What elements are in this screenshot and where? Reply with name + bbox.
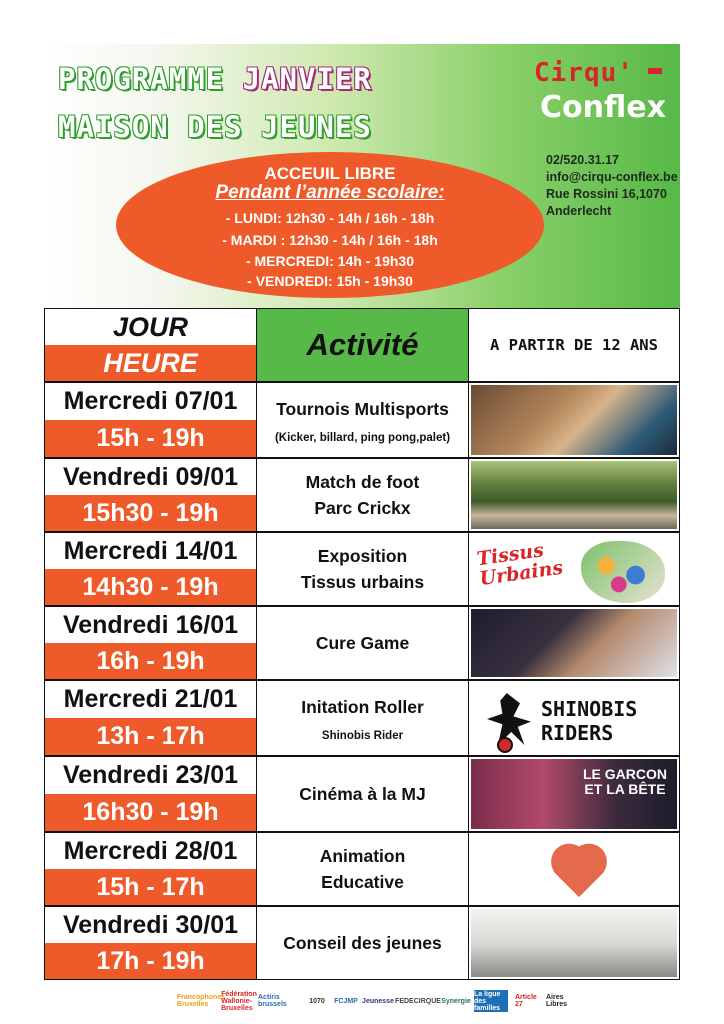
row-day: Mercredi 28/01 (45, 833, 256, 869)
sponsor-logo: Fédération Wallonie-Bruxelles (221, 990, 257, 1012)
activity-image-cell (469, 907, 679, 979)
activity-image-cell (469, 533, 679, 605)
sponsor-logo: Synergie (441, 997, 471, 1005)
table-header-row (44, 308, 680, 382)
activity-cell (257, 757, 469, 831)
activity-cell (257, 907, 469, 979)
sponsor-logo: FCJMP (334, 997, 358, 1005)
day-cell (45, 383, 257, 457)
day-cell (45, 681, 257, 755)
activity-cell (257, 533, 469, 605)
sponsor-logo: Actiris brussels (258, 994, 287, 1008)
activity-cell (257, 833, 469, 905)
activity-cell (257, 681, 469, 755)
shinobis-logo (471, 683, 677, 753)
day-cell (45, 907, 257, 979)
sponsor-logos (176, 986, 602, 1016)
shinobis-text: SHINOBIS RIDERS (541, 697, 638, 745)
row-activity: Tournois Multisports (276, 399, 449, 419)
row-day: Vendredi 16/01 (45, 607, 256, 643)
row-time: 17h - 19h (45, 943, 256, 979)
day-cell (45, 607, 257, 679)
activity-image-cell (469, 833, 679, 905)
tissus-urbains-logo (471, 535, 677, 603)
tissus-urbains-text: Tissus Urbains (475, 539, 565, 591)
header-activite: Activité (306, 327, 419, 362)
logo-line-1: Cirqu' (534, 58, 634, 88)
table-row (44, 832, 680, 906)
row-activity: Animation Educative (319, 846, 406, 892)
row-time: 14h30 - 19h (45, 569, 256, 605)
row-activity: Cinéma à la MJ (299, 784, 426, 804)
accueil-row-mercredi: - MERCREDI: 14h - 19h30 (245, 253, 415, 269)
row-activity: Initation Roller (301, 697, 424, 717)
ninja-wheel-icon (497, 737, 513, 753)
row-day: Mercredi 14/01 (45, 533, 256, 569)
contact-info (546, 152, 678, 220)
logo-flag-icon (648, 68, 662, 74)
activity-image-cell (469, 383, 679, 457)
movie-poster (471, 759, 677, 829)
contact-address-1: Rue Rossini 16,1070 (546, 187, 667, 201)
kicker-photo (471, 385, 677, 455)
row-time: 15h30 - 19h (45, 495, 256, 531)
row-time: 15h - 19h (45, 420, 256, 457)
sponsor-logo: Francophones Bruxelles (176, 994, 226, 1008)
header-heure: HEURE (45, 345, 256, 381)
table-row (44, 756, 680, 832)
tissus-art-icon (581, 541, 665, 603)
table-row (44, 458, 680, 532)
row-day: Vendredi 30/01 (45, 907, 256, 943)
header-age: A PARTIR DE 12 ANS (469, 309, 679, 381)
heart-hands-icon (543, 847, 615, 897)
table-row (44, 382, 680, 458)
activity-image-cell (469, 607, 679, 679)
activity-image-cell (469, 757, 679, 831)
row-time: 13h - 17h (45, 718, 256, 755)
title-month: JANVIER (242, 62, 372, 96)
row-day: Vendredi 23/01 (45, 757, 256, 794)
row-day: Mercredi 07/01 (45, 383, 256, 420)
activity-image-cell (469, 681, 679, 755)
row-activity: Conseil des jeunes (283, 933, 442, 953)
sponsor-logo: Article 27 (515, 994, 537, 1008)
row-day: Vendredi 09/01 (45, 459, 256, 495)
accueil-title: ACCEUIL LIBRE (264, 164, 396, 183)
day-cell (45, 833, 257, 905)
group-photo (471, 909, 677, 977)
title-programme: PROGRAMME (58, 62, 243, 96)
row-time: 16h - 19h (45, 643, 256, 679)
row-activity-sub: (Kicker, billard, ping pong,palet) (274, 432, 451, 444)
activity-cell (257, 459, 469, 531)
table-row (44, 532, 680, 606)
table-row (44, 606, 680, 680)
day-cell (45, 533, 257, 605)
accueil-row-lundi: - LUNDI: 12h30 - 14h / 16h - 18h (225, 210, 435, 226)
sponsor-logo: La ligue des familles (474, 990, 508, 1012)
row-time: 15h - 17h (45, 869, 256, 905)
accueil-row-mardi: - MARDI : 12h30 - 14h / 16h - 18h (222, 232, 438, 248)
row-activity: Exposition Tissus urbains (300, 546, 425, 592)
table-row (44, 680, 680, 756)
cirqu-conflex-logo (532, 58, 672, 138)
sponsor-logo: FEDECIRQUE (395, 997, 441, 1005)
day-cell (45, 459, 257, 531)
header-jour: JOUR (45, 309, 256, 345)
logo-line-2: Conflex (540, 90, 666, 125)
park-photo (471, 461, 677, 529)
movie-title: LE GARCON ET LA BÊTE (583, 766, 667, 797)
title-line-1 (58, 62, 372, 96)
row-activity: Cure Game (315, 633, 410, 653)
sponsor-logo: 1070 (309, 997, 325, 1005)
row-day: Mercredi 21/01 (45, 681, 256, 718)
row-activity-sub: Shinobis Rider (321, 730, 404, 742)
header-cell-day (45, 309, 257, 381)
contact-address-2: Anderlecht (546, 204, 612, 218)
activity-image-cell (469, 459, 679, 531)
contact-email: info@cirqu-conflex.be (546, 170, 678, 184)
hands-heart-image (471, 835, 677, 903)
header-cell-activity (257, 309, 469, 381)
row-time: 16h30 - 19h (45, 794, 256, 831)
day-cell (45, 757, 257, 831)
title-line-2: MAISON DES JEUNES (58, 110, 372, 144)
activity-cell (257, 607, 469, 679)
accueil-libre-ellipse (116, 152, 544, 298)
phone-photo (471, 609, 677, 677)
row-activity: Match de foot Parc Crickx (305, 472, 420, 518)
sponsor-logo: Aires Libres (546, 994, 568, 1008)
accueil-row-vendredi: - VENDREDI: 15h - 19h30 (247, 273, 413, 289)
activity-cell (257, 383, 469, 457)
sponsor-logo: Jeunesse (362, 997, 394, 1005)
table-row (44, 906, 680, 980)
accueil-subtitle: Pendant l’année scolaire: (215, 182, 445, 203)
contact-phone: 02/520.31.17 (546, 153, 619, 167)
